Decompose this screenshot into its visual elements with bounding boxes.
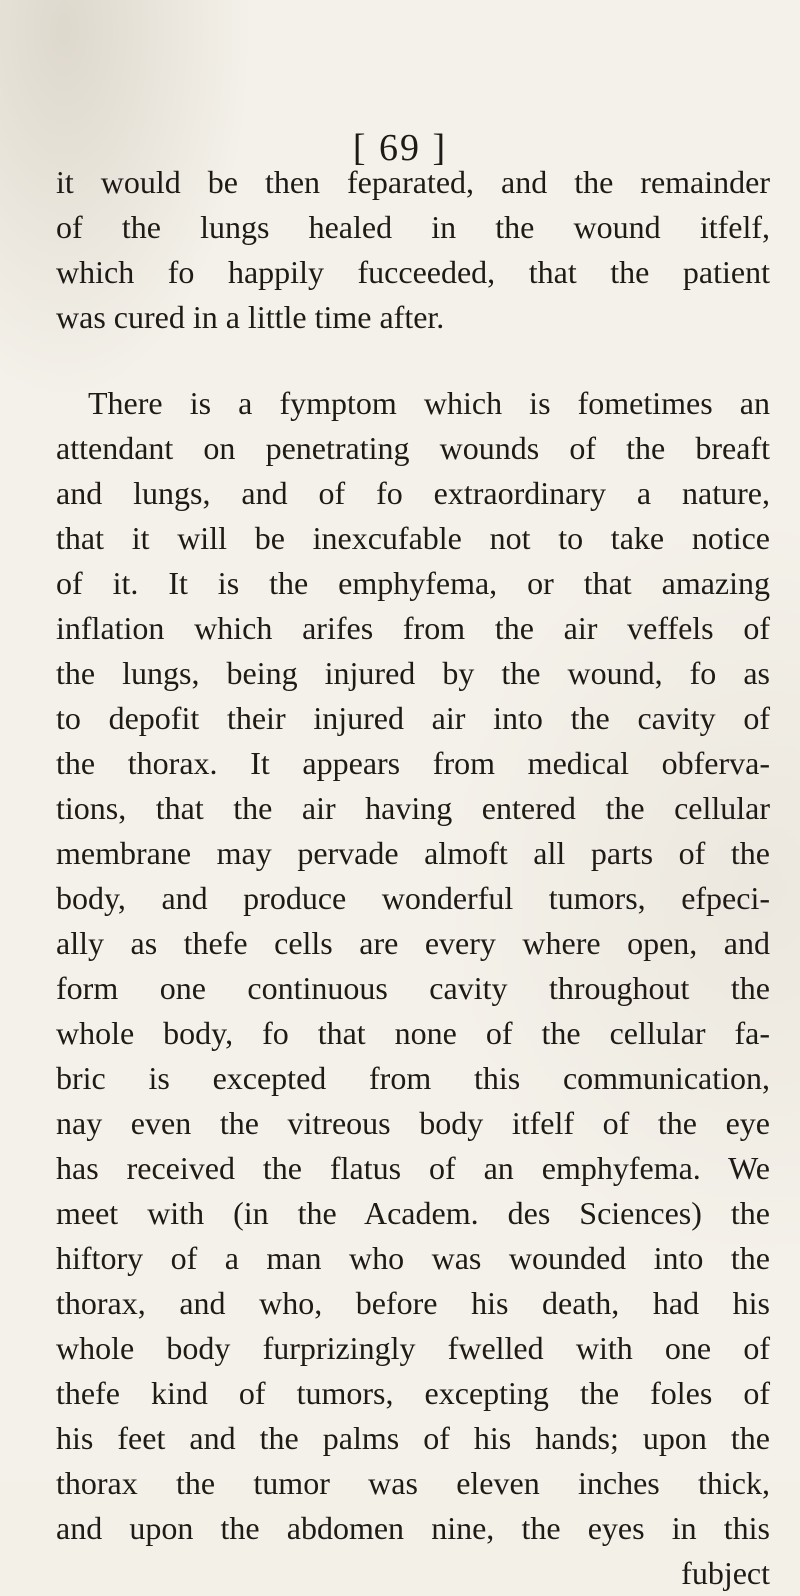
catchword: fubject <box>681 1555 770 1591</box>
page-number: [ 69 ] <box>352 127 448 169</box>
text-line: attendant on penetrating wounds of the breaft <box>56 430 770 466</box>
text-line: membrane may pervade almoft all parts of the <box>56 835 770 871</box>
text-line: thorax, and who, before his death, had his <box>56 1285 770 1321</box>
paragraph-1 <box>56 160 770 340</box>
text-line: was cured in a little time after. <box>56 299 445 335</box>
text-line: the thorax. It appears from medical obferva- <box>56 745 770 781</box>
text-line: tions, that the air having entered the cellular <box>56 790 770 826</box>
text-line: whole body, fo that none of the cellular fa- <box>56 1015 770 1051</box>
text-line: of the lungs healed in the wound itfelf, <box>56 209 770 245</box>
text-line: inflation which arifes from the air veffels of <box>56 610 770 646</box>
paragraph-2 <box>56 381 770 1596</box>
text-line: ally as thefe cells are every where open, and <box>56 925 770 961</box>
text-line: hiftory of a man who was wounded into the <box>56 1240 770 1276</box>
text-line: that it will be inexcufable not to take notice <box>56 520 770 556</box>
text-line: whole body furprizingly fwelled with one of <box>56 1330 770 1366</box>
text-line: of it. It is the emphyfema, or that amazing <box>56 565 770 601</box>
text-line: his feet and the palms of his hands; upon the <box>56 1420 770 1456</box>
text-line: thefe kind of tumors, excepting the foles of <box>56 1375 770 1411</box>
text-line: to depofit their injured air into the cavity of <box>56 700 770 736</box>
text-line: body, and produce wonderful tumors, efpeci- <box>56 880 770 916</box>
text-line: and upon the abdomen nine, the eyes in this <box>56 1510 770 1546</box>
text-line: the lungs, being injured by the wound, fo as <box>56 655 770 691</box>
text-line: thorax the tumor was eleven inches thick, <box>56 1465 770 1501</box>
text-line: form one continuous cavity throughout the <box>56 970 770 1006</box>
text-line: meet with (in the Academ. des Sciences) the <box>56 1195 770 1231</box>
text-line: and lungs, and of fo extraordinary a nature, <box>56 475 770 511</box>
text-line: it would be then feparated, and the remainder <box>56 164 770 200</box>
text-line: There is a fymptom which is fometimes an <box>88 385 770 421</box>
text-line: bric is excepted from this communication, <box>56 1060 770 1096</box>
text-line: has received the flatus of an emphyfema. We <box>56 1150 770 1186</box>
text-line: nay even the vitreous body itfelf of the eye <box>56 1105 770 1141</box>
text-line: which fo happily fucceeded, that the patient <box>56 254 770 290</box>
